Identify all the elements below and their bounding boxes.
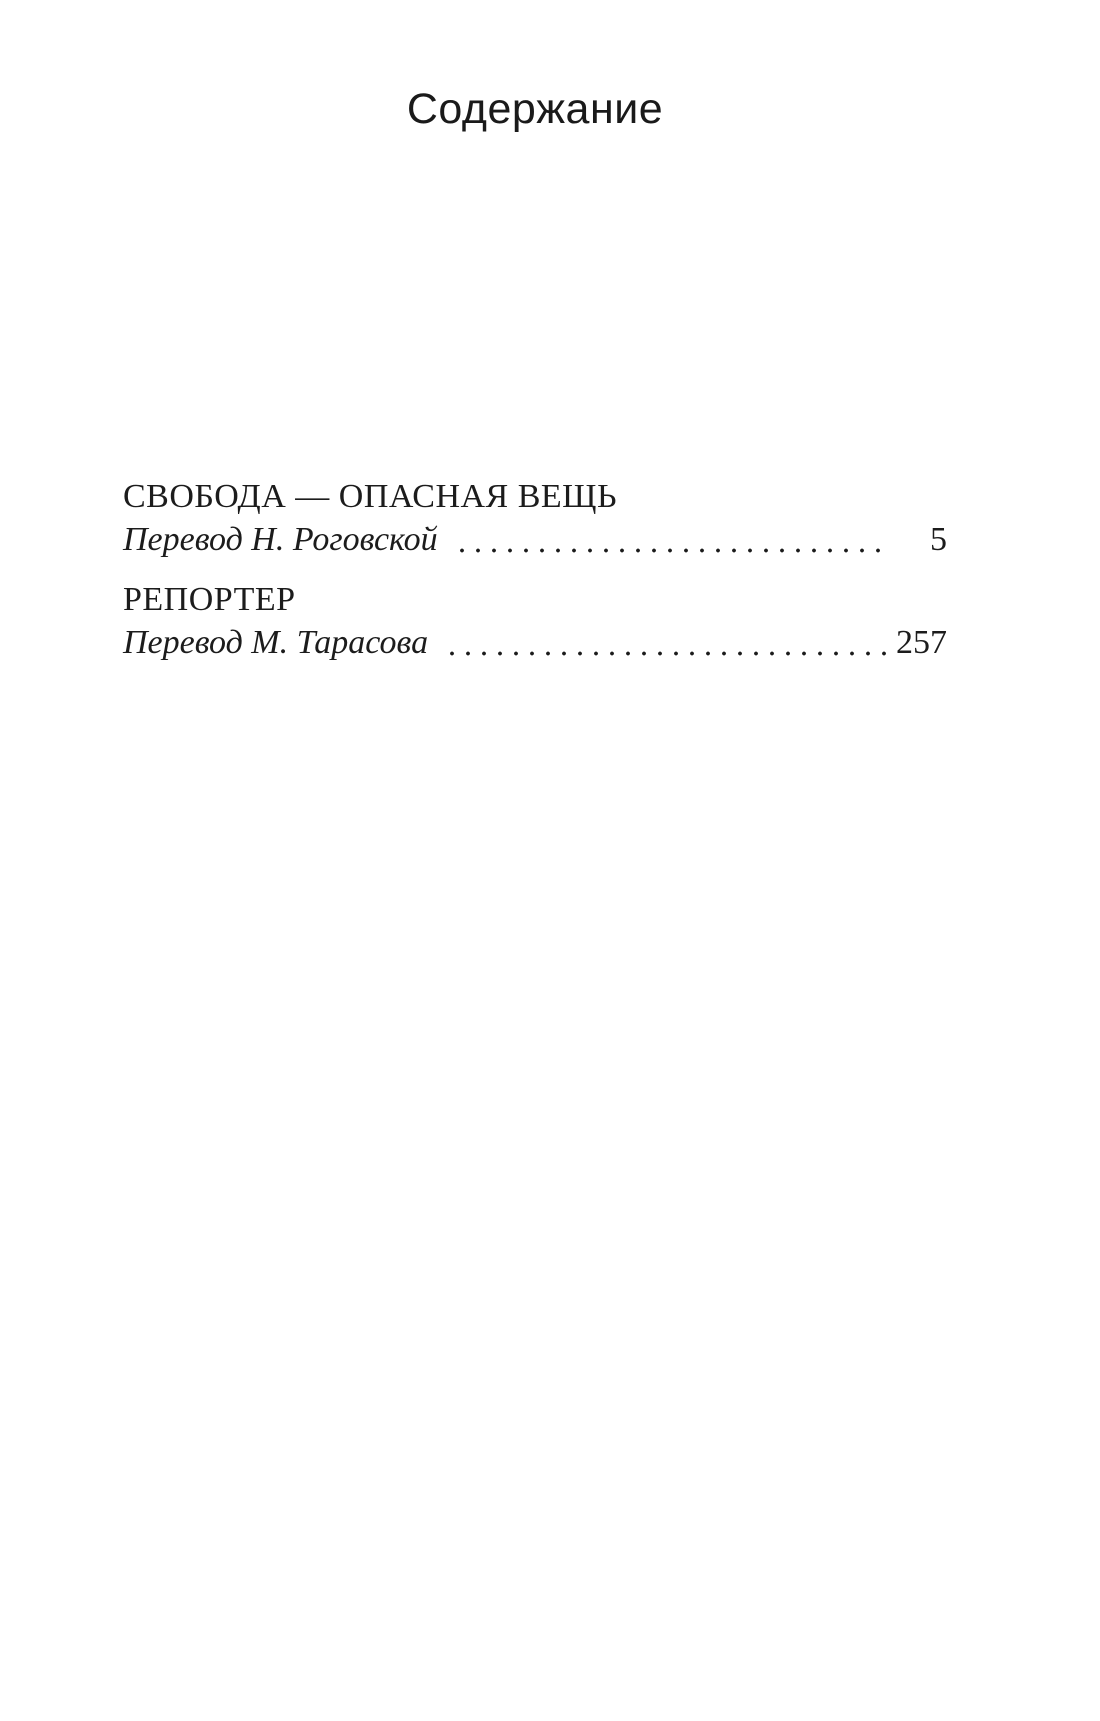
toc-entry-title: РЕПОРТЕР	[123, 581, 296, 618]
toc-entry-line	[123, 518, 947, 561]
toc-entry-translator: Перевод Н. Роговской	[123, 521, 438, 558]
toc-entry	[123, 475, 947, 561]
toc-entry-line	[123, 621, 947, 664]
toc-entry-page-number: 257	[896, 624, 947, 661]
dot-leader	[454, 548, 890, 553]
toc-entry-translator: Перевод М. Тарасова	[123, 624, 429, 661]
toc-entry	[123, 578, 947, 664]
contents-title: Содержание	[406, 85, 664, 133]
dot-leader	[444, 651, 890, 656]
toc-entry-title: СВОБОДА — ОПАСНАЯ ВЕЩЬ	[123, 478, 618, 515]
toc-entry-page-number: 5	[930, 521, 947, 558]
table-of-contents	[123, 475, 947, 664]
